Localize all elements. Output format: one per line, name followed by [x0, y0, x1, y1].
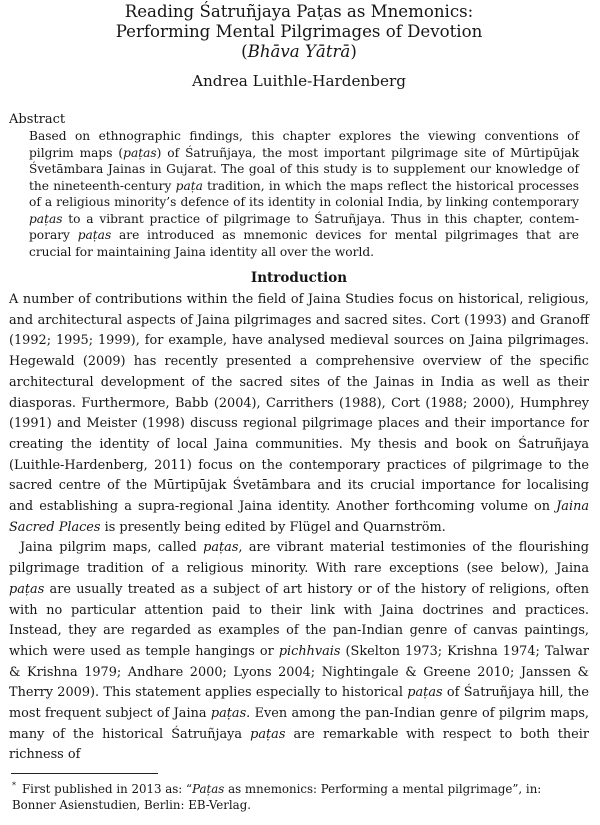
paragraph-text-italic: paṭas	[203, 540, 239, 556]
abstract-text	[29, 128, 579, 260]
author-name: Andrea Luithle-Hardenberg	[192, 72, 406, 90]
paragraph-text-italic: paṭas	[9, 581, 45, 597]
abstract-text-italic: paṭas	[77, 228, 112, 242]
footnote-text-run: First published in 2013 as: “	[22, 782, 193, 797]
paragraph-text-run: , are vibrant material testimonies of the flourishing pilgrimage tradition of a religious minority. With rare exceptions (see below), Jaina	[9, 540, 589, 577]
paragraph-text-run: of Śatruñjaya hill, the most frequent subject of Jaina	[9, 685, 589, 722]
paper-title	[9, 0, 589, 62]
abstract-text-run: tradition, in which the maps reflect the historical processes of a religious minority’s defence of its identity in colonial India, by linking contemporary	[29, 178, 580, 209]
title-line-3: (Bhāva Yātrā)	[241, 42, 357, 61]
footnote-divider	[11, 773, 158, 774]
abstract-text-italic: paṭas	[123, 145, 157, 160]
section-heading-introduction: Introduction	[250, 270, 348, 286]
abstract-text-run: Based on ethnographic findings, this chapter explores the viewing conventions of pilgrim maps (	[29, 129, 579, 160]
abstract-text-run: are introduced as mnemonic devices for mental pilgrimages that are crucial for maintaining Jaina identity all over the world.	[29, 228, 579, 259]
body-paragraph-2	[9, 538, 589, 766]
abstract-text-run: to a vibrant practice of pilgrimage to Śatruñjaya. Thus in this chapter, contemporary	[29, 211, 579, 242]
footnote-text-italic: Paṭas	[192, 782, 225, 797]
abstract-text-italic: paṭa	[175, 178, 203, 193]
paragraph-text-run: are usually treated as a subject of art history or of the history of religions, often with no particular attention paid to their link with Jaina doctrines and practices. Instead, they are regarded as examples of the pan-Indian genre of canvas paintings, which were used as temple hangings or	[9, 581, 589, 659]
title-line-2: Performing Mental Pilgrimages of Devotion	[115, 22, 483, 41]
footnote-marker: *	[12, 781, 16, 791]
paragraph-text-italic: pichhvais	[278, 643, 341, 659]
title-line-3-italic: Bhāva Yātrā	[247, 42, 351, 61]
abstract-text-italic: paṭas	[29, 211, 63, 226]
paragraph-text-run: A number of contributions within the field of Jaina Studies focus on historical, religious, and architectural aspects of Jaina pilgrimages and sacred sites. Cort (1993) and Granoff (1992; 1995; 1999), for example, have analysed medieval sources on Jaina pilgrimages. Hegewald (2009) has recently presented a comprehensive overview of the specific architectural development of the sacred sites of the Jainas in India as well as their diasporas. Furthermore, Babb (2004), Carrithers (1988), Cort (1988; 2000), Humphrey (1991) and Meister (1998) discuss regional pilgrimage places and their importance for creating the identity of local Jaina communities. My thesis and book on Śatruñjaya (Luithle-Hardenberg, 2011) focus on the contemporary practices of pilgrimage to the sacred centre of the Mūrtipūjak Śvetāmbara and its crucial importance for localising and establishing a supra-regional Jaina identity. Another forthcoming volume on	[9, 292, 589, 515]
footnote-text-run: as mnemonics: Performing a mental pilgrimage”, in: Bonner Asienstudien, Berlin: EB-Verlag.	[12, 782, 542, 812]
paragraph-text-italic: paṭas	[250, 726, 286, 742]
paragraph-text-run: is presently being edited by Flügel and Quarnström.	[100, 519, 446, 535]
paragraph-text-run: Jaina pilgrim maps, called	[20, 540, 204, 556]
paragraph-text-italic: paṭas	[407, 685, 443, 701]
paragraph-text-run: are remarkable with respect to both their richness of	[9, 726, 589, 763]
abstract-text-run: ) of Śatruñjaya, the most important pilgrimage site of Mūrtipūjak Śvetāmbara Jainas in Gujarat. The goal of this study is to supplement our knowledge of the nineteenth-century	[29, 145, 580, 193]
paragraph-text-run: (Skelton 1973; Krishna 1974; Talwar & Krishna 1979; Andhare 2000; Lyons 2004; Nightingale & Greene 2010; Janssen & Therry 2009). This statement applies especially to historical	[9, 643, 589, 701]
paragraph-text-run: Even among the pan-Indian genre of pilgrim maps, many of the historical Śatruñjaya	[9, 706, 590, 742]
footnote	[12, 782, 589, 813]
paragraph-text-italic: Jaina Sacred Places	[9, 499, 589, 535]
body-paragraph-1	[9, 290, 589, 538]
paragraph-text-italic: paṭas.	[210, 706, 251, 722]
abstract-heading: Abstract	[9, 112, 66, 127]
title-line-1: Reading Śatruñjaya Paṭas as Mnemonics:	[124, 2, 474, 21]
